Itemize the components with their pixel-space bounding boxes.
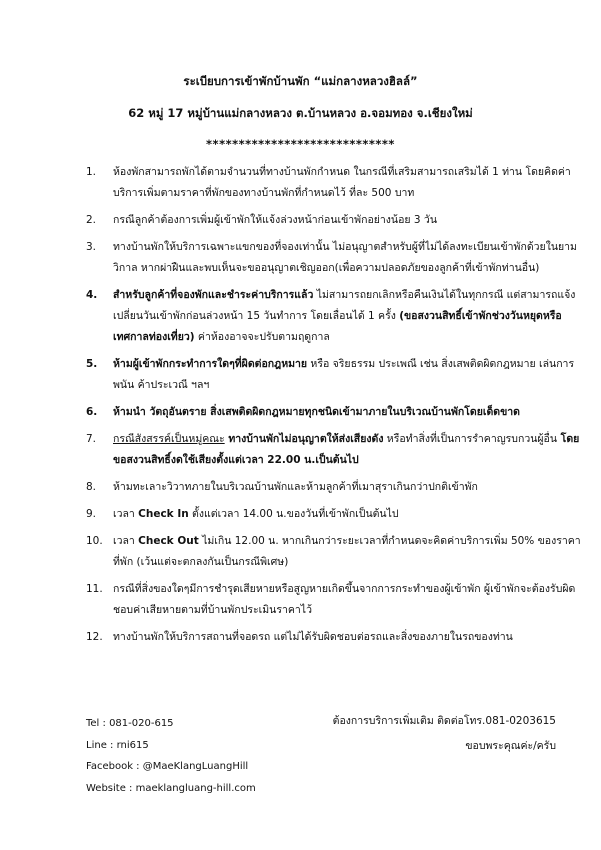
contact-line: Line : rni615 — [86, 739, 149, 751]
rule-text-bold: โดยขอสงวนสิทธิ์งดใช้เสียงตั้งแต่เวลา 22.00 น.เป็นต้นไป — [113, 433, 580, 466]
contact-extra — [333, 709, 556, 759]
rule-text: เวลา — [113, 508, 139, 520]
rule-text-bold: (ขอสงวนสิทธิ์เข้าพักช่วงวันหยุดหรือเทศกาลท่องเที่ยว) — [113, 310, 562, 343]
rule-item-3 — [86, 237, 586, 279]
rule-number: 4. — [86, 289, 98, 301]
document-address: 62 หมู่ 17 หมู่บ้านแม่กลางหลวง ต.บ้านหลวง อ.จอมทอง จ.เชียงใหม่ — [128, 106, 473, 120]
rule-number: 10. — [86, 535, 103, 547]
rule-number: 6. — [86, 406, 98, 418]
rule-item-6 — [86, 402, 586, 423]
rule-number: 8. — [86, 481, 97, 493]
rule-text: เวลา — [113, 535, 139, 547]
thanks-note: ขอบพระคุณค่ะ/ครับ — [465, 740, 556, 752]
rule-text: ค่าห้องอาจจะปรับตามฤดูกาล — [194, 331, 330, 343]
rule-text: ทางบ้านพักให้บริการเฉพาะแขกของที่จองเท่านั้น ไม่อนุญาตสำหรับผู้ที่ไม่ได้ลงทะเบียนเข้าพักด้วยในยามวิกาล หากผ่าฝืนและพบเห็นจะขออนุญาตเชิญออก(เพื่อความปลอดภัยของลูกค้าที่เข้าพักท่านอื่น) — [113, 241, 577, 274]
rule-item-11 — [86, 579, 586, 621]
rule-text: หรือทำสิ่งที่เป็นการรำคาญรบกวนผู้อื่น — [383, 433, 558, 445]
rule-number: 5. — [86, 358, 98, 370]
rules-list — [86, 162, 586, 654]
more-service-note: ต้องการบริการเพิ่มเติม ติดต่อโทร.081-0203615 — [332, 715, 556, 727]
rule-number: 7. — [86, 433, 97, 445]
rule-item-2 — [86, 210, 586, 231]
rule-text: ห้ามทะเลาะวิวาทภายในบริเวณบ้านพักและห้ามลูกค้าที่เมาสุราเกินกว่าปกติเข้าพัก — [113, 481, 478, 493]
rule-text-bold: Check Out — [138, 535, 199, 547]
rule-text-bold: สำหรับลูกค้าที่จองพักและชำระค่าบริการแล้ว — [113, 289, 314, 301]
rule-text: หรือ จริยธรรม ประเพณี เช่น สิ่งเสพติดผิดกฎหมาย เล่นการพนัน ค้าประเวณี ฯลฯ — [113, 358, 575, 391]
rule-text: ห้องพักสามารถพักได้ตามจำนวนที่ทางบ้านพักกำหนด ในกรณีที่เสริมสามารถเสริมได้ 1 ท่าน โดยคิดค่าบริการเพิ่มตามราคาที่พักของทางบ้านพักที่กำหนดไว้ ที่ละ 500 บาท — [113, 166, 571, 199]
rule-number: 9. — [86, 508, 97, 520]
rule-text-bold: ห้ามนำ วัตถุอันตราย สิ่งเสพติดผิดกฎหมายทุกชนิดเข้ามาภายในบริเวณบ้านพักโดยเด็ดขาด — [113, 406, 520, 418]
document-title: ระเบียบการเข้าพักบ้านพัก “แม่กลางหลวงฮิลล์” — [183, 74, 418, 88]
rule-item-12 — [86, 627, 586, 648]
rule-text-bold: ทางบ้านพักไม่อนุญาตให้ส่งเสียงดัง — [224, 433, 384, 445]
rule-number: 11. — [86, 583, 103, 595]
rule-text: กรณีที่สิ่งของใดๆมีการชำรุดเสียหายหรือสูญหายเกิดขึ้นจากการกระทำของผู้เข้าพัก ผู้เข้าพักจะต้องรับผิดชอบค่าเสียหายตามที่บ้านพักประเมินราคาไว้ — [113, 583, 576, 616]
rule-text: ไม่สามารถยกเลิกหรือคืนเงินได้ในทุกกรณี แต่สามารถแจ้งเปลี่ยนวันเข้าพักก่อนล่วงหน้า 15 วันทำการ โดยเลื่อนได้ 1 ครั้ง — [113, 289, 576, 322]
rule-text-bold: Check In — [138, 508, 189, 520]
rule-item-9 — [86, 504, 586, 525]
rule-item-1 — [86, 162, 586, 204]
rule-text: กรณีลูกค้าต้องการเพิ่มผู้เข้าพักให้แจ้งล่วงหน้าก่อนเข้าพักอย่างน้อย 3 วัน — [113, 214, 437, 226]
rule-text-underlined: กรณีสังสรรค์เป็นหมู่คณะ — [113, 433, 225, 445]
contact-facebook: Facebook : @MaeKlangLuangHill — [86, 761, 249, 772]
rule-text: ไม่เกิน 12.00 น. หากเกินกว่าระยะเวลาที่กำหนดจะคิดค่าบริการเพิ่ม 50% ของราคาที่พัก (เว้นแต่จะตกลงกันเป็นกรณีพิเศษ) — [113, 535, 581, 568]
rule-number: 2. — [86, 214, 97, 226]
rule-text: ทางบ้านพักให้บริการสถานที่จอดรถ แต่ไม่ได้รับผิดชอบต่อรถและสิ่งของภายในรถของท่าน — [113, 631, 513, 643]
rule-item-5 — [86, 354, 586, 396]
rule-number: 3. — [86, 241, 97, 253]
rule-item-4 — [86, 285, 586, 348]
contact-website: Website : maeklangluang-hill.com — [86, 782, 256, 794]
rule-number: 1. — [86, 166, 97, 178]
contact-tel: Tel : 081-020-615 — [86, 718, 174, 729]
rule-number: 12. — [86, 631, 103, 643]
rule-text: ตั้งแต่เวลา 14.00 น.ของวันที่เข้าพักเป็นต้นไป — [188, 508, 399, 520]
rule-text-bold: ห้ามผู้เข้าพักกระทำการใดๆที่ผิดต่อกฎหมาย — [113, 358, 308, 370]
title-separator: ***************************** — [206, 137, 395, 151]
rule-item-10 — [86, 531, 586, 573]
contact-info — [86, 713, 256, 799]
rule-item-8 — [86, 477, 586, 498]
rule-item-7 — [86, 429, 586, 471]
